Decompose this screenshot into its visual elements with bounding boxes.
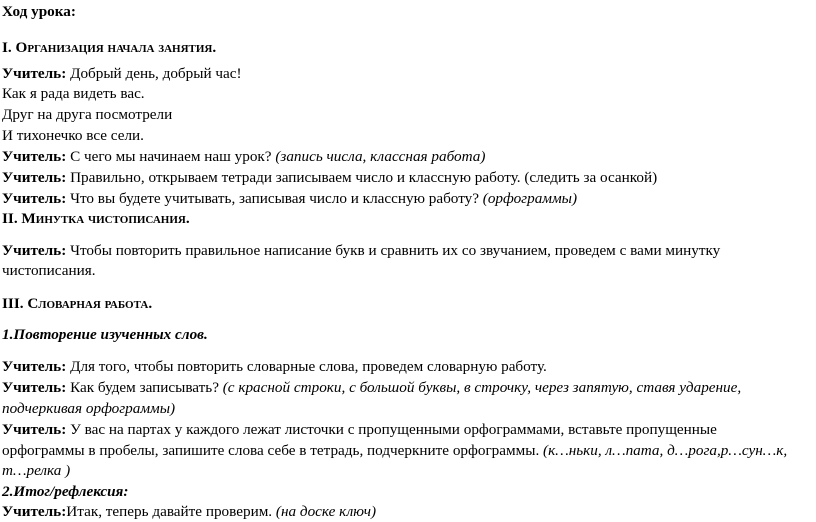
speaker-label: Учитель:: [2, 190, 67, 207]
lesson-heading: Ход урока:: [2, 3, 76, 20]
teacher-question-6-line-2: подчеркивая орфограммы): [2, 400, 176, 417]
question-6-text: Как будем записывать?: [66, 379, 223, 396]
speaker-label: Учитель:: [2, 421, 67, 438]
section-2-title: Минутка чистописания.: [21, 210, 190, 227]
speaker-label: Учитель:: [2, 65, 67, 82]
question-3-note: (орфограммы): [482, 190, 578, 207]
question-7-text-cont: орфограммы в пробелы, запишите слова себе в тетрадь, подчеркните орфограммы.: [2, 442, 544, 459]
speaker-label: Учитель:: [2, 242, 67, 259]
section-3-title: Словарная работа.: [27, 295, 153, 312]
poem-line-2: Друг на друга посмотрели: [2, 106, 173, 123]
question-6-note: (с красной строки, с большой буквы, в строчку, через запятую, ставя ударение,: [222, 379, 742, 396]
question-8-note: (на доске ключ): [275, 503, 377, 520]
teacher-question-5: [2, 357, 547, 377]
teacher-question-4-line-1: [2, 241, 720, 261]
section-3-heading: [2, 294, 152, 314]
section-2-number: II.: [2, 210, 22, 227]
question-1-text: С чего мы начинаем наш урок?: [66, 148, 276, 165]
teacher-question-7-line-1: [2, 420, 717, 440]
poem-line-1: Как я рада видеть вас.: [2, 85, 145, 102]
speaker-label: Учитель:: [2, 503, 67, 520]
question-7-note: (к…ньки, л…пата, д…рога,р…сун…к,: [543, 442, 788, 459]
speaker-label: Учитель:: [2, 169, 67, 186]
question-2-text: Правильно, открываем тетради записываем число и классную работу. (следить за осанкой): [66, 169, 658, 186]
teacher-question-6-line-1: [2, 378, 741, 398]
teacher-question-4-line-2: чистописания.: [2, 262, 96, 279]
subsection-2-title: 2.Итог/рефлексия:: [2, 483, 129, 500]
speaker-label: Учитель:: [2, 379, 67, 396]
greeting-line: [2, 64, 242, 84]
teacher-question-2: [2, 168, 657, 188]
teacher-question-1: [2, 147, 485, 167]
section-3-number: III.: [2, 295, 28, 312]
teacher-question-7-line-3: т…релка ): [2, 462, 71, 479]
speaker-label: Учитель:: [2, 148, 67, 165]
question-4-text: Чтобы повторить правильное написание букв и сравнить их со звучанием, проведем с вами минутку: [66, 242, 721, 259]
question-8-text: Итак, теперь давайте проверим.: [66, 503, 276, 520]
speaker-label: Учитель:: [2, 358, 67, 375]
section-1-title: Организация начала занятия.: [15, 39, 217, 56]
teacher-question-8: [2, 502, 376, 522]
question-7-text: У вас на партах у каждого лежат листочки с пропущенными орфограммами, вставьте пропущенные: [66, 421, 717, 438]
poem-line-3: И тихонечко все сели.: [2, 127, 144, 144]
question-1-note: (запись числа, классная работа): [275, 148, 486, 165]
section-1-heading: [2, 38, 216, 58]
greeting-text: Добрый день, добрый час!: [66, 65, 242, 82]
question-3-text: Что вы будете учитывать, записывая число и классную работу?: [66, 190, 483, 207]
teacher-question-3: [2, 189, 577, 209]
section-1-number: I.: [2, 39, 16, 56]
question-5-text: Для того, чтобы повторить словарные слова, проведем словарную работу.: [66, 358, 547, 375]
section-2-heading: [2, 209, 190, 229]
subsection-1-title: 1.Повторение изученных слов.: [2, 326, 208, 343]
teacher-question-7-line-2: [2, 441, 787, 461]
